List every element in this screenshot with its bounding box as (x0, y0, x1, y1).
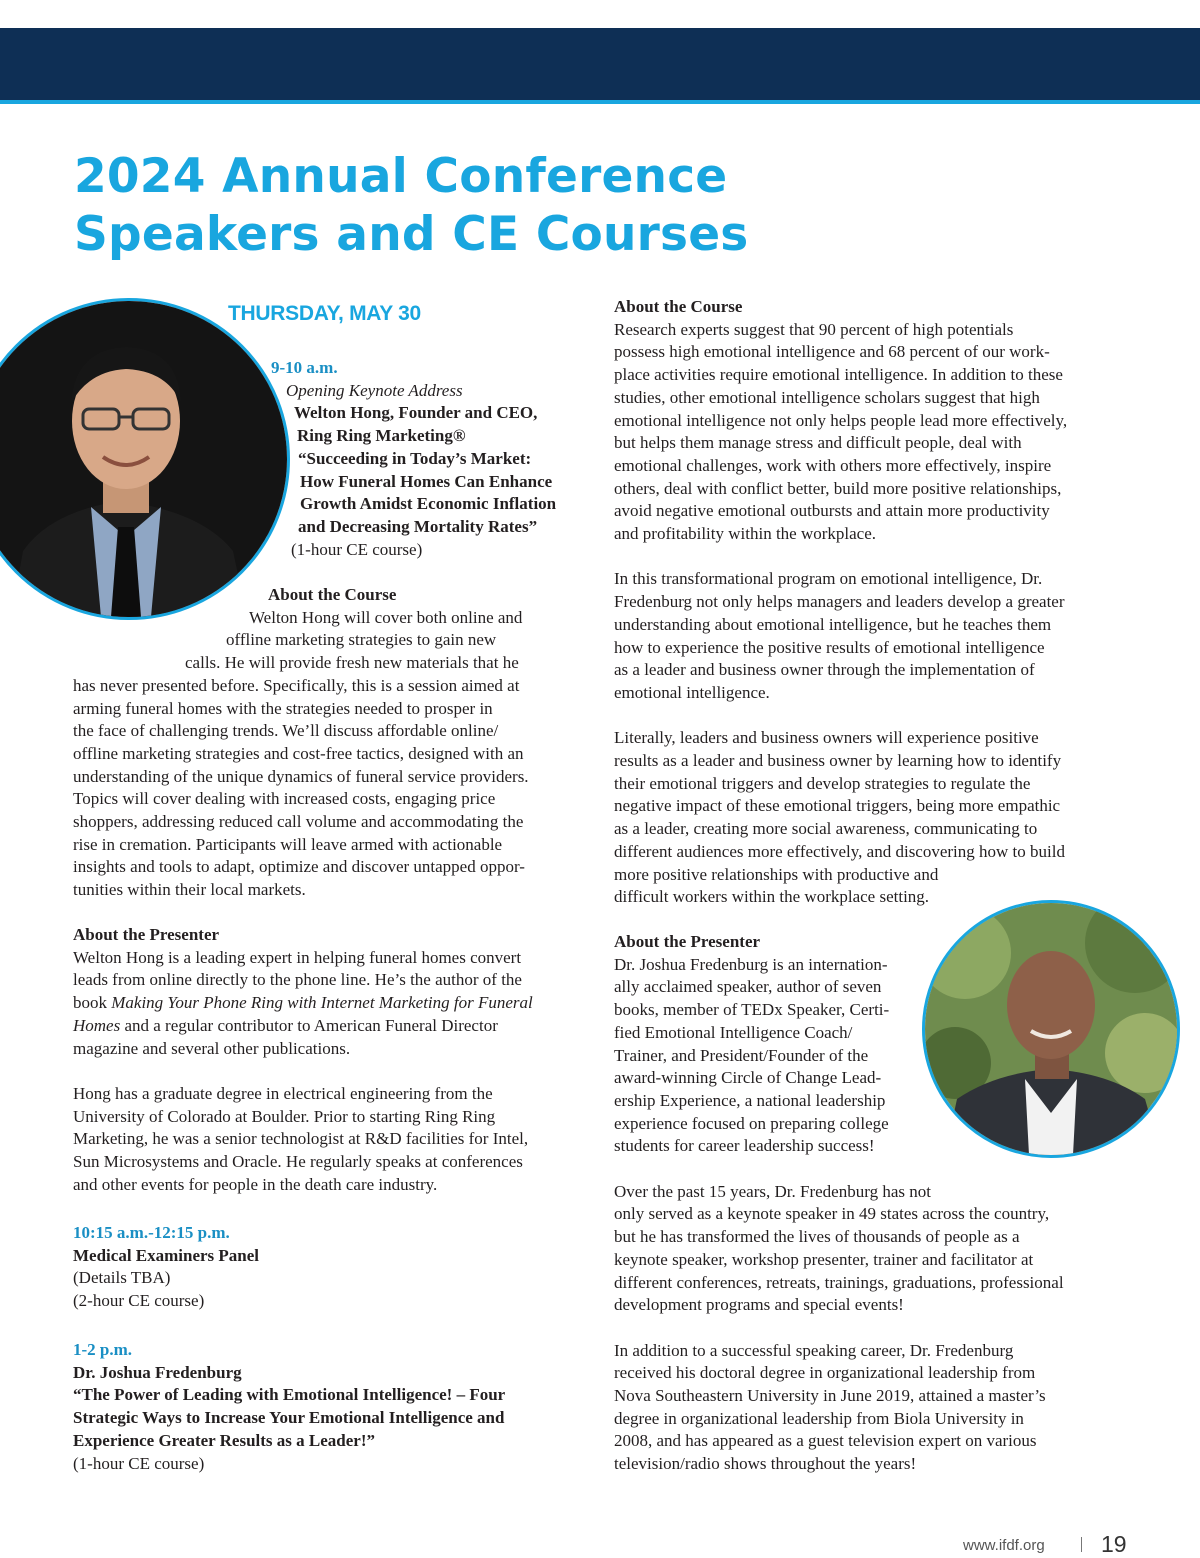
bio-line: degree in organizational leadership from Biola University in (614, 1408, 1024, 1428)
course-text-line: the face of challenging trends. We’ll discuss affordable online/ (73, 721, 499, 741)
bio-line: students for career leadership success! (614, 1136, 875, 1156)
bio-line (73, 1015, 533, 1038)
course-text-line: offline marketing strategies and cost-free tactics, designed with an (73, 743, 524, 763)
bio-line: ership Experience, a national leadership (614, 1090, 886, 1110)
bio-line: In addition to a successful speaking career, Dr. Fredenburg (614, 1340, 1014, 1360)
session-speaker: Dr. Joshua Fredenburg (73, 1362, 242, 1382)
bio-line: received his doctoral degree in organizational leadership from (614, 1363, 1036, 1383)
course-text-line: place activities require emotional intelligence. In addition to these (614, 365, 1063, 385)
session-title-line: “The Power of Leading with Emotional Intelligence! – Four (73, 1385, 506, 1405)
footer-website-link[interactable]: www.ifdf.org (963, 1537, 1045, 1554)
course-text-line: difficult workers within the workplace setting. (614, 887, 930, 907)
header-bar (0, 28, 1200, 100)
presenter-heading: About the Presenter (73, 925, 220, 944)
bio-line: University of Colorado at Boulder. Prior to starting Ring Ring (73, 1106, 496, 1126)
bio-line: magazine and several other publications. (73, 1038, 351, 1058)
course-text-line: emotional intelligence not only helps people lead more effectively, (614, 410, 1068, 430)
course-text-line: understanding of the unique dynamics of funeral service providers. (73, 766, 529, 786)
course-text-line: emotional intelligence. (614, 682, 770, 702)
bio-line: and other events for people in the death care industry. (73, 1174, 438, 1194)
course-text-line: shoppers, addressing reduced call volume and accommodating the (73, 812, 524, 832)
session-credit: (1-hour CE course) (291, 539, 423, 559)
session-time: 9-10 a.m. (271, 358, 338, 377)
course-text-line: avoid negative emotional outbursts and attain more productivity (614, 501, 1050, 521)
book-title: Making Your Phone Ring with Internet Marketing for Funeral (111, 993, 533, 1013)
course-text-line: Topics will cover dealing with increased costs, engaging price (73, 789, 496, 809)
bio-line: different conferences, retreats, trainings, graduations, professional (614, 1272, 1064, 1292)
course-text-line: arming funeral homes with the strategies needed to prosper in (73, 698, 493, 718)
bio-line: Welton Hong is a leading expert in helping funeral homes convert (73, 947, 522, 967)
course-text-line: more positive relationships with productive and (614, 864, 939, 884)
course-heading: About the Course (268, 585, 397, 604)
session-line: “Succeeding in Today’s Market: (298, 448, 532, 468)
session-title-line: Strategic Ways to Increase Your Emotional Intelligence and (73, 1408, 505, 1428)
session-line: Growth Amidst Economic Inflation (300, 494, 557, 514)
bio-text: book (73, 993, 112, 1013)
bio-line: Trainer, and President/Founder of the (614, 1045, 869, 1065)
bio-line: television/radio shows throughout the years! (614, 1454, 917, 1474)
bio-line: Sun Microsystems and Oracle. He regularly speaks at conferences (73, 1152, 523, 1172)
course-text-line: rise in cremation. Participants will leave armed with actionable (73, 834, 503, 854)
session-title: Medical Examiners Panel (73, 1245, 260, 1265)
course-text-line: as a leader and business owner through the implementation of (614, 660, 1035, 680)
header-accent-line (0, 100, 1200, 104)
presenter-bio-2 (614, 931, 1064, 1476)
bio-line: Hong has a graduate degree in electrical engineering from the (73, 1083, 493, 1103)
session-time: 1-2 p.m. (73, 1340, 133, 1359)
course-text-line: results as a leader and business owner by learning how to identify (614, 751, 1062, 771)
speaker-photo-welton-hong (0, 298, 290, 620)
bio-line: experience focused on preparing college (614, 1113, 889, 1133)
bio-line: leads from online directly to the phone line. He’s the author of the (73, 970, 522, 990)
session-title-line: Experience Greater Results as a Leader!” (73, 1430, 375, 1450)
bio-line: fied Emotional Intelligence Coach/ (614, 1022, 853, 1042)
bio-text: and a regular contributor to American Funeral Director (120, 1015, 498, 1035)
session-medical-examiners (73, 1222, 259, 1313)
book-title: Homes (73, 1015, 121, 1035)
bio-line: but he has transformed the lives of thousands of people as a (614, 1227, 1020, 1247)
bio-line: 2008, and has appeared as a guest television expert on various (614, 1431, 1037, 1451)
session-credit: (1-hour CE course) (73, 1453, 205, 1473)
session-type: Opening Keynote Address (286, 380, 463, 400)
course-text-line: tunities within their local markets. (73, 880, 306, 900)
course-text-line: and profitability within the workplace. (614, 524, 877, 544)
course-text-line: their emotional triggers and develop strategies to regulate the (614, 773, 1031, 793)
page-title (74, 148, 748, 264)
course-text-line: has never presented before. Specifically, this is a session aimed at (73, 675, 520, 695)
bio-line: books, member of TEDx Speaker, Certi- (614, 1000, 890, 1020)
course-text-line: possess high emotional intelligence and 68 percent of our work- (614, 342, 1050, 362)
session-time: 10:15 a.m.-12:15 p.m. (73, 1223, 230, 1242)
session-keynote (271, 357, 556, 561)
page-title-line-1: 2024 Annual Conference (74, 149, 728, 204)
bio-line: ally acclaimed speaker, author of seven (614, 977, 882, 997)
page-title-line-2: Speakers and CE Courses (74, 207, 749, 262)
session-line: How Funeral Homes Can Enhance (300, 471, 553, 491)
bio-line: Dr. Joshua Fredenburg is an internation- (614, 954, 888, 974)
bio-line: only served as a keynote speaker in 49 states across the country, (614, 1204, 1050, 1224)
bio-line: keynote speaker, workshop presenter, trainer and facilitator at (614, 1249, 1034, 1269)
course-text-line: as a leader, creating more social awareness, communicating to (614, 819, 1038, 839)
course-text-line: offline marketing strategies to gain new (226, 630, 497, 650)
day-heading: THURSDAY, MAY 30 (228, 302, 421, 325)
session-emotional-intelligence (73, 1339, 505, 1475)
course-text-line: Fredenburg not only helps managers and leaders develop a greater (614, 592, 1065, 612)
course-text-line: Research experts suggest that 90 percent of high potentials (614, 319, 1014, 339)
bio-line: development programs and special events! (614, 1295, 904, 1315)
course-text-line: others, deal with conflict better, build more positive relationships, (614, 478, 1062, 498)
bio-line (73, 992, 533, 1015)
page-number: 19 (1101, 1531, 1127, 1557)
course-text-line: negative impact of these emotional triggers, being more empathic (614, 796, 1061, 816)
footer-divider (1081, 1537, 1082, 1552)
presenter-bio-1 (73, 924, 533, 1196)
session-line: and Decreasing Mortality Rates” (298, 516, 538, 536)
course-text-line: In this transformational program on emotional intelligence, Dr. (614, 569, 1043, 589)
course-text-line: insights and tools to adapt, optimize and discover untapped oppor- (73, 857, 525, 877)
presenter-heading: About the Presenter (614, 932, 761, 951)
bio-line: Marketing, he was a senior technologist at R&D facilities for Intel, (73, 1129, 529, 1149)
session-details: (Details TBA) (73, 1268, 171, 1288)
course-text-line: but helps them manage stress and difficult people, deal with (614, 433, 1022, 453)
course-description-1 (73, 584, 529, 902)
session-line: Welton Hong, Founder and CEO, (294, 403, 538, 423)
course-text-line: calls. He will provide fresh new materials that he (185, 653, 519, 673)
course-text-line: understanding about emotional intelligence, but he teaches them (614, 614, 1052, 634)
session-credit: (2-hour CE course) (73, 1291, 205, 1311)
course-description-2 (614, 296, 1067, 909)
course-text-line: how to experience the positive results of emotional intelligence (614, 637, 1045, 657)
course-text-line: Welton Hong will cover both online and (249, 607, 523, 627)
course-text-line: different audiences more effectively, and discovering how to build (614, 841, 1065, 861)
course-text-line: emotional challenges, work with others more effectively, inspire (614, 455, 1052, 475)
bio-line: Over the past 15 years, Dr. Fredenburg has not (614, 1181, 931, 1201)
bio-line: Nova Southeastern University in June 2019, attained a master’s (614, 1386, 1046, 1406)
bio-line: award-winning Circle of Change Lead- (614, 1068, 882, 1088)
session-line: Ring Ring Marketing® (297, 426, 466, 446)
course-heading: About the Course (614, 297, 743, 316)
course-text-line: Literally, leaders and business owners will experience positive (614, 728, 1039, 748)
course-text-line: studies, other emotional intelligence scholars suggest that high (614, 387, 1040, 407)
